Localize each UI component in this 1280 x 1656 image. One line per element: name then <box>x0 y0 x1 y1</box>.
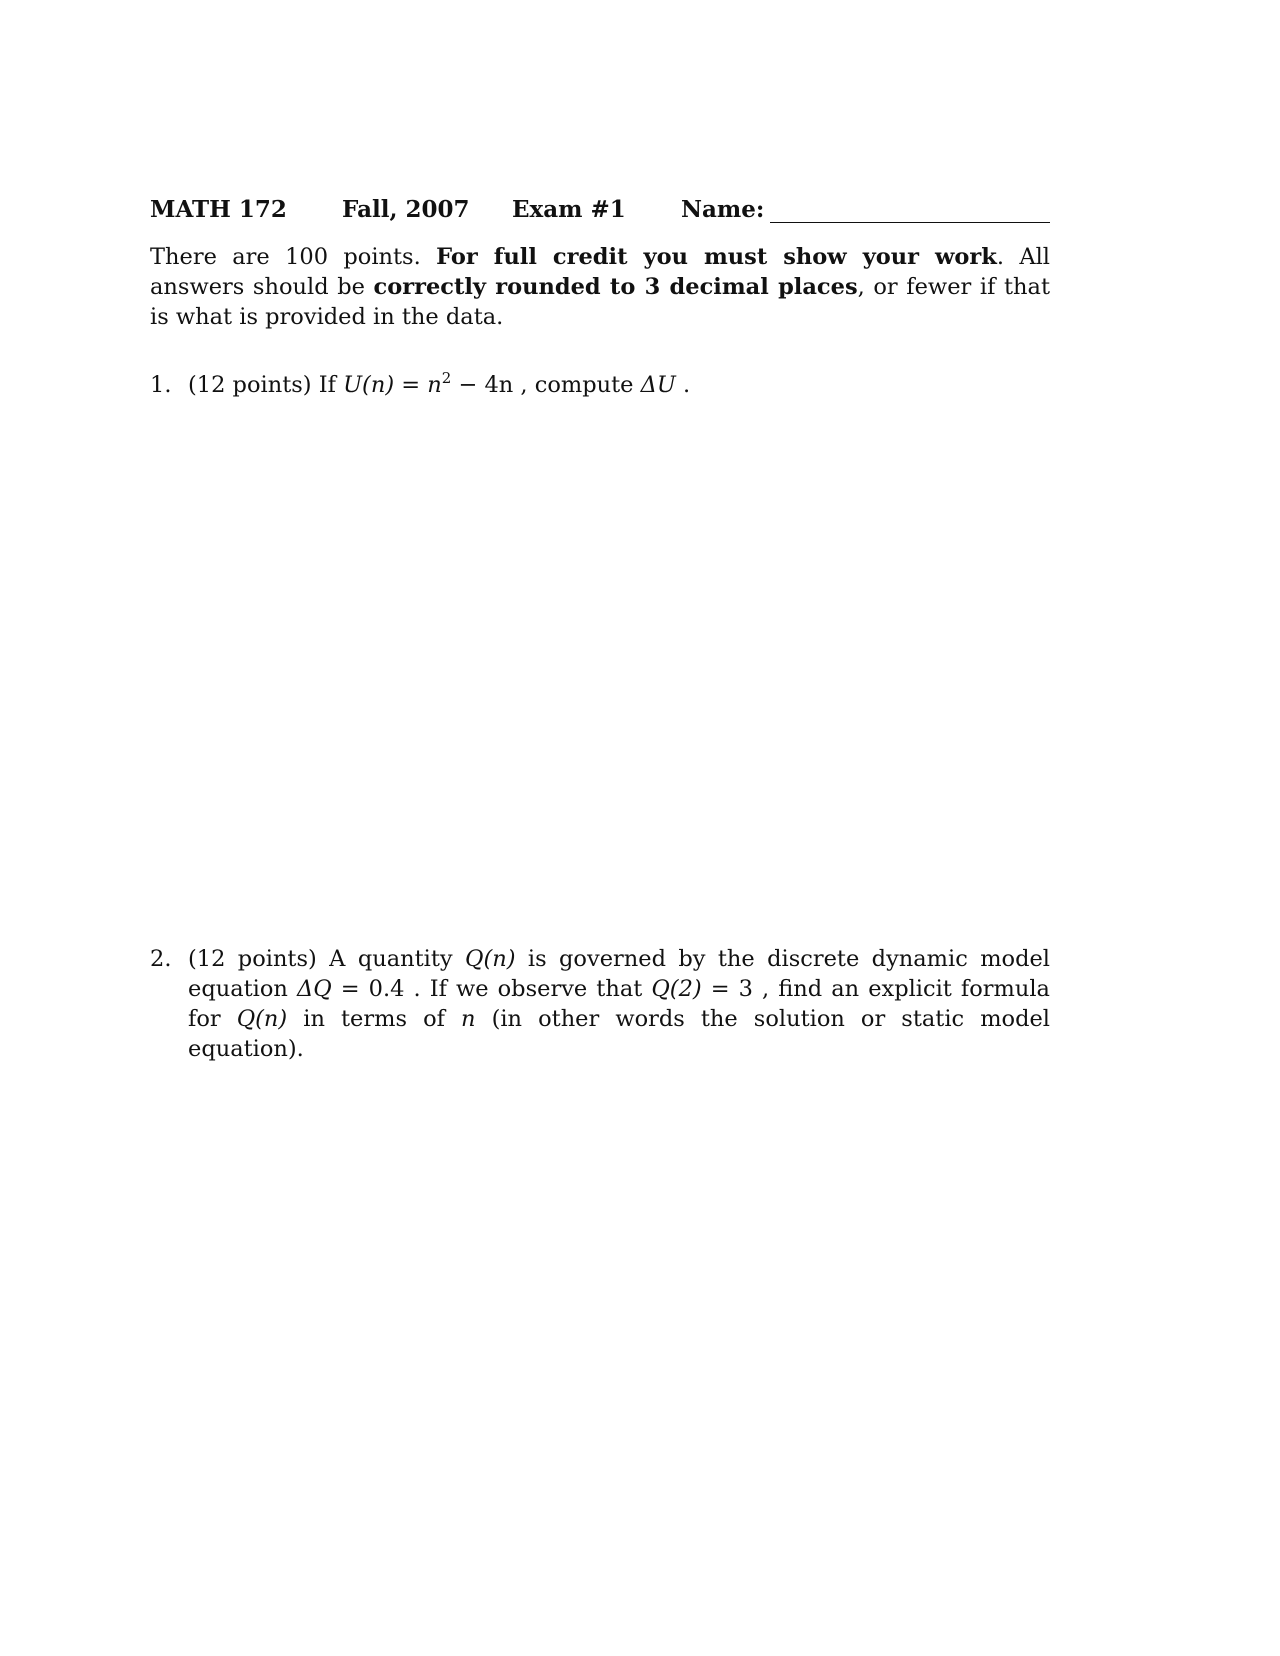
q1-end: . <box>675 372 691 398</box>
exam-label: Exam #1 <box>512 196 626 223</box>
q2-text-3: = 0.4 . If we observe that <box>331 976 652 1002</box>
question-1-number: 1. <box>150 372 172 398</box>
instructions-bold-2: correctly rounded to 3 decimal places <box>373 274 858 300</box>
instructions-text-3: , or fewer if that is what is provided in the data. <box>150 274 1050 330</box>
question-1-body <box>188 370 1050 400</box>
instructions-bold-1: For full credit you must show your work <box>436 244 997 270</box>
q2-text-1: (12 points) A quantity <box>188 946 466 972</box>
question-2 <box>150 944 1050 1064</box>
q2-q-of-2: Q(2) <box>651 976 702 1002</box>
instructions-text-1: There are 100 points. <box>150 244 437 270</box>
name-label: Name: <box>681 196 765 223</box>
q2-text-5: in terms of <box>287 1006 462 1032</box>
q2-q-of-n-2: Q(n) <box>236 1006 288 1032</box>
question-1 <box>150 370 1050 400</box>
q1-rest-text: − 4n , compute <box>451 372 641 398</box>
q1-points-text: (12 points) If <box>188 372 344 398</box>
q2-text-2: is governed by the discrete dynamic model equation <box>188 946 1051 1002</box>
course-title: MATH 172 <box>150 196 287 223</box>
instructions-paragraph <box>150 242 1050 332</box>
q2-delta-q: ΔQ <box>296 976 332 1002</box>
name-blank-line <box>770 222 1050 223</box>
q2-text-4: = 3 , find an explicit formula for <box>188 976 1050 1032</box>
exam-header <box>150 196 1050 230</box>
instructions-text-2: . All answers should be <box>150 244 1050 300</box>
question-2-number: 2. <box>150 946 172 972</box>
question-2-body <box>188 944 1050 1064</box>
q1-exponent: 2 <box>441 369 452 387</box>
q1-equals-n: = n <box>394 372 442 398</box>
q1-target: ΔU <box>640 372 676 398</box>
q1-function-lhs: U(n) <box>343 372 395 398</box>
q2-q-of-n: Q(n) <box>465 946 516 972</box>
q2-n: n <box>461 1006 476 1032</box>
q2-text-6: (in other words the solution or static model equation). <box>188 1006 1050 1062</box>
term-label: Fall, 2007 <box>342 196 470 223</box>
